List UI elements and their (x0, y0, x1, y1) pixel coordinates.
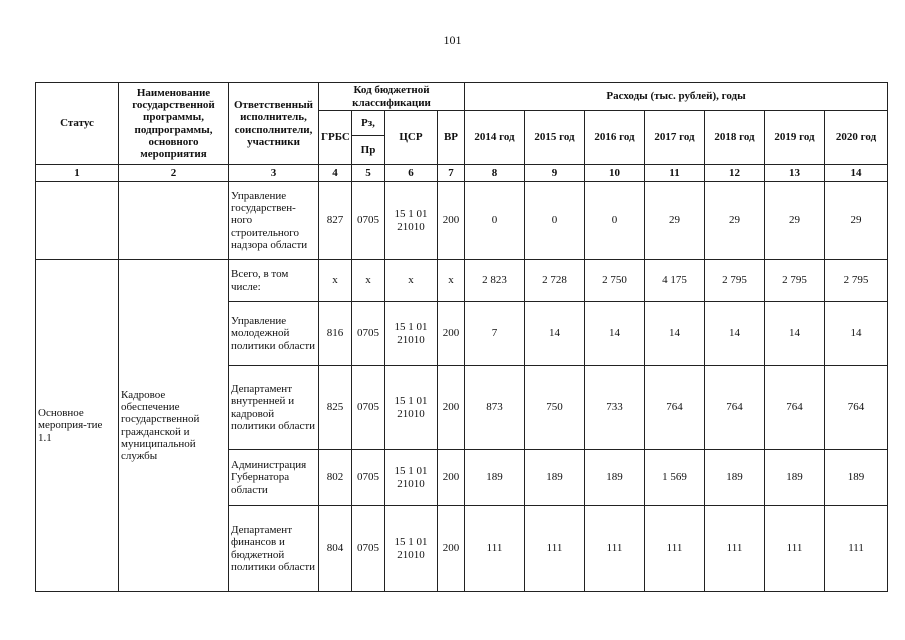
column-number: 11 (645, 165, 705, 182)
table-row (36, 182, 888, 260)
vr-cell: 200 (438, 450, 465, 506)
rzpr-cell: 0705 (352, 506, 385, 592)
rzpr-cell: 0705 (352, 450, 385, 506)
value-cell: 2 823 (465, 260, 525, 302)
column-number: 1 (36, 165, 119, 182)
grbs-cell: 825 (319, 366, 352, 450)
value-cell: 2 728 (525, 260, 585, 302)
value-cell: 29 (705, 182, 765, 260)
csr-cell: 15 1 01 21010 (385, 450, 438, 506)
vr-cell: 200 (438, 302, 465, 366)
value-cell: 14 (705, 302, 765, 366)
value-cell: 2 795 (765, 260, 825, 302)
header-year: 2018 год (705, 111, 765, 165)
vr-cell: 200 (438, 506, 465, 592)
budget-table (35, 82, 888, 592)
executor-cell: Управление молодежной политики области (229, 302, 319, 366)
value-cell: 2 795 (825, 260, 888, 302)
rzpr-cell: 0705 (352, 302, 385, 366)
value-cell: 764 (705, 366, 765, 450)
column-number: 7 (438, 165, 465, 182)
value-cell: 733 (585, 366, 645, 450)
grbs-cell: х (319, 260, 352, 302)
csr-cell: 15 1 01 21010 (385, 366, 438, 450)
value-cell: 764 (825, 366, 888, 450)
name-cell: Кадровое обеспечение государственной гражданской и муниципальной службы (119, 260, 229, 592)
value-cell: 764 (645, 366, 705, 450)
value-cell: 111 (765, 506, 825, 592)
value-cell: 0 (465, 182, 525, 260)
executor-cell: Всего, в том числе: (229, 260, 319, 302)
header-year: 2017 год (645, 111, 705, 165)
header-year: 2015 год (525, 111, 585, 165)
value-cell: 873 (465, 366, 525, 450)
value-cell: 0 (525, 182, 585, 260)
header-year: 2016 год (585, 111, 645, 165)
value-cell: 111 (465, 506, 525, 592)
csr-cell: 15 1 01 21010 (385, 182, 438, 260)
executor-cell: Администрация Губернатора области (229, 450, 319, 506)
header-year: 2019 год (765, 111, 825, 165)
header-pr: Пр (352, 136, 385, 165)
value-cell: 14 (645, 302, 705, 366)
vr-cell: 200 (438, 182, 465, 260)
column-number: 4 (319, 165, 352, 182)
page-number: 101 (443, 33, 462, 47)
value-cell: 0 (585, 182, 645, 260)
column-number: 12 (705, 165, 765, 182)
value-cell: 189 (525, 450, 585, 506)
column-number: 9 (525, 165, 585, 182)
column-number: 5 (352, 165, 385, 182)
value-cell: 1 569 (645, 450, 705, 506)
value-cell: 189 (585, 450, 645, 506)
value-cell: 764 (765, 366, 825, 450)
column-number: 6 (385, 165, 438, 182)
column-number: 3 (229, 165, 319, 182)
value-cell: 750 (525, 366, 585, 450)
rzpr-cell: х (352, 260, 385, 302)
executor-cell: Департамент финансов и бюджетной политики области (229, 506, 319, 592)
name-cell-empty (119, 182, 229, 260)
grbs-cell: 816 (319, 302, 352, 366)
header-budget-code: Код бюджетной классификации (319, 83, 465, 111)
value-cell: 7 (465, 302, 525, 366)
value-cell: 14 (825, 302, 888, 366)
vr-cell: х (438, 260, 465, 302)
value-cell: 14 (765, 302, 825, 366)
value-cell: 14 (585, 302, 645, 366)
csr-cell: х (385, 260, 438, 302)
grbs-cell: 804 (319, 506, 352, 592)
header-vr: ВР (438, 111, 465, 165)
column-number: 13 (765, 165, 825, 182)
value-cell: 2 795 (705, 260, 765, 302)
status-cell-empty (36, 182, 119, 260)
value-cell: 189 (465, 450, 525, 506)
value-cell: 189 (765, 450, 825, 506)
header-grbs: ГРБС (319, 111, 352, 165)
vr-cell: 200 (438, 366, 465, 450)
value-cell: 189 (705, 450, 765, 506)
value-cell: 111 (585, 506, 645, 592)
header-year: 2014 год (465, 111, 525, 165)
header-year: 2020 год (825, 111, 888, 165)
grbs-cell: 802 (319, 450, 352, 506)
status-cell: Основное мероприя-тие 1.1 (36, 260, 119, 592)
executor-cell: Управление государствен-ного строительного надзора области (229, 182, 319, 260)
rzpr-cell: 0705 (352, 182, 385, 260)
csr-cell: 15 1 01 21010 (385, 302, 438, 366)
header-rz: Рз, (352, 111, 385, 136)
header-responsible: Ответственный исполнитель, соисполнители, участники (229, 83, 319, 165)
header-expenses: Расходы (тыс. рублей), годы (465, 83, 888, 111)
value-cell: 189 (825, 450, 888, 506)
column-number: 2 (119, 165, 229, 182)
value-cell: 14 (525, 302, 585, 366)
value-cell: 111 (645, 506, 705, 592)
header-name: Наименование государственной программы, подпрограммы, основного мероприятия (119, 83, 229, 165)
grbs-cell: 827 (319, 182, 352, 260)
value-cell: 111 (825, 506, 888, 592)
value-cell: 111 (525, 506, 585, 592)
column-number: 8 (465, 165, 525, 182)
value-cell: 111 (705, 506, 765, 592)
value-cell: 2 750 (585, 260, 645, 302)
value-cell: 29 (825, 182, 888, 260)
value-cell: 29 (645, 182, 705, 260)
column-number: 14 (825, 165, 888, 182)
table-row (36, 260, 888, 302)
header-csr: ЦСР (385, 111, 438, 165)
value-cell: 29 (765, 182, 825, 260)
header-status: Статус (36, 83, 119, 165)
csr-cell: 15 1 01 21010 (385, 506, 438, 592)
value-cell: 4 175 (645, 260, 705, 302)
column-number: 10 (585, 165, 645, 182)
rzpr-cell: 0705 (352, 366, 385, 450)
executor-cell: Департамент внутренней и кадровой политики области (229, 366, 319, 450)
